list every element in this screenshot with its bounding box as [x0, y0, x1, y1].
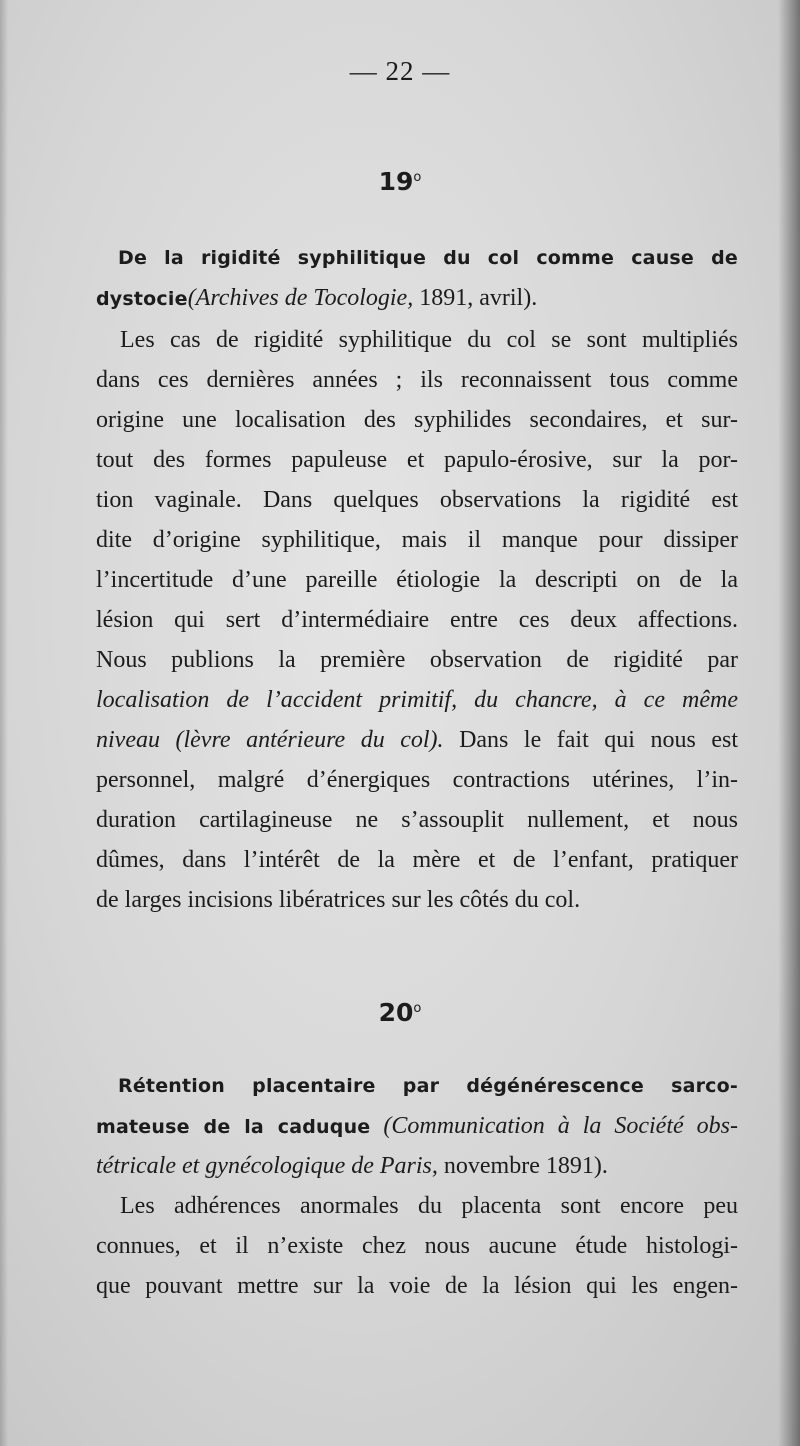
section-19-body-line: Les cas de rigidité syphilitique du col se sont multipliés — [120, 327, 738, 353]
section-19-heading — [96, 238, 738, 318]
section-20-citation-date: novembre 1891). — [437, 1153, 608, 1179]
section-20-number-text: 20 — [378, 998, 414, 1027]
section-20-citation: (Communication à la Société obs- — [370, 1113, 738, 1139]
section-19-body-line: dûmes, dans l’intérêt de la mère et de l’enfant, pratiquer — [96, 847, 738, 873]
section-19-body-line: personnel, malgré d’énergiques contractions utérines, l’in- — [96, 767, 738, 793]
section-19-body-line: dans ces dernières années ; ils reconnaissent tous comme — [96, 367, 738, 393]
section-19-italic-phrase: niveau (lèvre antérieure du col). — [96, 727, 444, 753]
section-19-heading-line-2 — [96, 278, 738, 318]
section-19-heading-line-1: De la rigidité syphilitique du col comme cause de — [118, 247, 738, 269]
section-19-body-line: lésion qui sert d’intermédiaire entre ces deux affections. — [96, 607, 738, 633]
section-19-heading-bold: dystocie — [96, 288, 188, 310]
section-20-body-line: connues, et il n’existe chez nous aucune étude histologi- — [96, 1233, 738, 1259]
section-20-body-line: que pouvant mettre sur la voie de la lésion qui les engen- — [96, 1273, 738, 1299]
section-19-roman-phrase: Dans le fait qui nous est — [443, 727, 738, 753]
section-19-number — [0, 167, 800, 196]
section-19-citation-date: 1891, avril). — [413, 285, 538, 311]
page-edge-shadow-right — [778, 0, 800, 1446]
section-19-mixed-line — [96, 720, 738, 760]
section-19-body-line: Nous publions la première observation de rigidité par — [96, 647, 738, 673]
section-19-italic-line: localisation de l’accident primitif, du chancre, à ce même — [96, 687, 738, 713]
section-20-body — [96, 1186, 738, 1306]
section-19-body-line: l’incertitude d’une pareille étiologie la descripti on de la — [96, 567, 738, 593]
section-19-body-line: tion vaginale. Dans quelques observations la rigidité est — [96, 487, 738, 513]
section-20-heading-line-2 — [96, 1106, 738, 1146]
section-19-body-line: dite d’origine syphilitique, mais il manque pour dissiper — [96, 527, 738, 553]
section-20-heading-bold: mateuse de la caduque — [96, 1116, 371, 1138]
section-19-body-line: origine une localisation des syphilides secondaires, et sur- — [96, 407, 738, 433]
page-number: — 22 — — [349, 56, 451, 86]
section-20-heading-line-3 — [96, 1146, 738, 1186]
section-20-heading-line-1: Rétention placentaire par dégénérescence sarco- — [118, 1075, 738, 1097]
section-20-body-line: Les adhérences anormales du placenta sont encore peu — [120, 1193, 738, 1219]
section-20-heading — [96, 1066, 738, 1186]
section-19-body — [96, 320, 738, 920]
page-edge-shadow-left — [0, 0, 8, 1446]
section-19-number-text: 19 — [378, 167, 414, 196]
section-20-citation-cont: tétricale et gynécologique de Paris, — [96, 1153, 438, 1179]
section-19-degree: o — [413, 170, 422, 185]
section-20-number — [0, 998, 800, 1027]
section-19-body-line: tout des formes papuleuse et papulo-érosive, sur la por- — [96, 447, 738, 473]
section-19-body-last-line: de larges incisions libératrices sur les côtés du col. — [96, 887, 581, 913]
section-19-body-line: duration cartilagineuse ne s’assouplit nullement, et nous — [96, 807, 738, 833]
section-19-citation: (Archives de Tocologie, — [187, 285, 414, 311]
section-20-degree: o — [413, 1001, 422, 1016]
